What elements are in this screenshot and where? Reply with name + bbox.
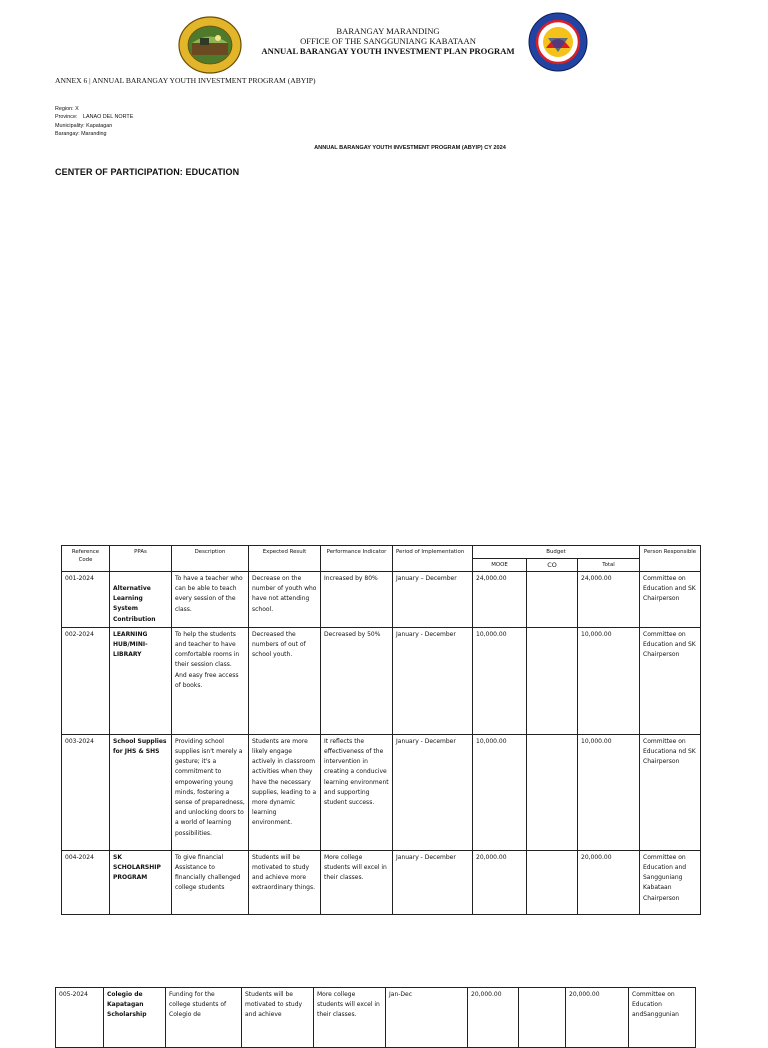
province-label: Province: — [55, 114, 78, 121]
header-program: ANNUAL BARANGAY YOUTH INVESTMENT PLAN PROGRAM — [261, 46, 515, 56]
header-ppas: PPAs — [110, 546, 172, 572]
row-person: Committee on Education andSanggunian — [629, 988, 696, 1048]
row-ppa: LEARNING HUB/MINI-LIBRARY — [110, 627, 172, 734]
header-performance-indicator: Performance Indicator — [321, 546, 393, 572]
table-row — [62, 850, 701, 914]
row-co — [527, 572, 578, 628]
header-person-responsible: Person Responsible — [640, 546, 701, 572]
table-row — [62, 627, 701, 734]
header-mooe: MOOE — [473, 559, 527, 572]
row-person: Committee on Education and SK Chairperson — [640, 627, 701, 734]
row-indicator: It reflects the effectiveness of the intervention in creating a conducive learning environment and supporting student success. — [321, 734, 393, 850]
row-person: Committee on Education and Sangguniang Kabataan Chairperson — [640, 850, 701, 914]
province-row — [55, 113, 133, 121]
row-indicator: Increased by 80% — [321, 572, 393, 628]
document-title: ANNUAL BARANGAY YOUTH INVESTMENT PROGRAM (ABYIP) CY 2024 — [314, 145, 506, 151]
row-mooe: 20,000.00 — [468, 988, 519, 1048]
row-total: 10,000.00 — [578, 627, 640, 734]
row-description: Funding for the college students of Colegio de — [166, 988, 242, 1048]
row-period: January - December — [393, 627, 473, 734]
header-budget: Budget — [473, 546, 640, 559]
table-row — [62, 734, 701, 850]
province-value: LANAO DEL NORTE — [82, 114, 134, 121]
section-title: CENTER OF PARTICIPATION: EDUCATION — [55, 167, 240, 177]
row-ref: 002-2024 — [62, 627, 110, 734]
row-ref: 003-2024 — [62, 734, 110, 850]
row-period: January - December — [393, 850, 473, 914]
table-header-row — [62, 546, 701, 559]
row-period: January – December — [393, 572, 473, 628]
municipality-text: Municipality: Kapatagan — [55, 122, 113, 129]
row-mooe: 10,000.00 — [473, 734, 527, 850]
sangguniang-kabataan-seal-logo — [528, 12, 588, 72]
barangay-seal-logo — [178, 16, 242, 74]
annex-title: ANNEX 6 | ANNUAL BARANGAY YOUTH INVESTMENT PROGRAM (ABYIP) — [55, 76, 316, 85]
row-period: January - December — [393, 734, 473, 850]
row-ref: 001-2024 — [62, 572, 110, 628]
row-ppa: SK SCHOLARSHIP PROGRAM — [110, 850, 172, 914]
row-co — [527, 734, 578, 850]
row-ref: 004-2024 — [62, 850, 110, 914]
row-description: To have a teacher who can be able to teach every session of the class. — [172, 572, 249, 628]
row-total: 10,000.00 — [578, 734, 640, 850]
location-details — [55, 105, 133, 139]
row-expected: Decrease on the number of youth who have not attending school. — [249, 572, 321, 628]
row-co — [519, 988, 566, 1048]
table-row — [56, 988, 696, 1048]
row-expected: Students will be motivated to study and achieve more extraordinary things. — [249, 850, 321, 914]
investment-plan-table-continued — [55, 987, 696, 1048]
row-total: 24,000.00 — [578, 572, 640, 628]
row-co — [527, 850, 578, 914]
row-ppa: School Supplies for JHS & SHS — [110, 734, 172, 850]
row-description: To help the students and teacher to have comfortable rooms in their session class. And easy free access of books. — [172, 627, 249, 734]
table-row — [62, 572, 701, 628]
row-mooe: 20,000.00 — [473, 850, 527, 914]
row-person: Committee on Education and SK Chairperson — [640, 572, 701, 628]
header-total: Total — [578, 559, 640, 572]
document-header — [240, 26, 536, 56]
row-indicator: More college students will excel in their classes. — [314, 988, 386, 1048]
row-indicator: Decreased by 50% — [321, 627, 393, 734]
row-expected: Decreased the numbers of out of school youth. — [249, 627, 321, 734]
row-mooe: 10,000.00 — [473, 627, 527, 734]
header-expected-result: Expected Result — [249, 546, 321, 572]
header-period: Period of Implementation — [393, 546, 473, 572]
row-total: 20,000.00 — [578, 850, 640, 914]
row-description: Providing school supplies isn't merely a gesture; it's a commitment to empowering young minds, fostering a sense of preparedness, and unlocking doors to a world of learning possibilities. — [172, 734, 249, 850]
header-ref-code: Reference Code — [62, 546, 110, 572]
region-text: Region: X — [55, 106, 79, 112]
row-total: 20,000.00 — [566, 988, 629, 1048]
barangay-text: Barangay: Maranding — [55, 131, 107, 138]
row-ref: 005-2024 — [56, 988, 104, 1048]
row-ppa: Alternative Learning System Contribution — [110, 572, 172, 628]
header-office: OFFICE OF THE SANGGUNIANG KABATAAN — [300, 36, 476, 46]
investment-plan-table — [61, 545, 701, 915]
row-expected: Students will be motivated to study and achieve — [242, 988, 314, 1048]
row-ppa: Colegio de Kapatagan Scholarship — [104, 988, 166, 1048]
row-person: Committee on Educationa nd SK Chairperson — [640, 734, 701, 850]
header-co: CO — [527, 559, 578, 572]
row-mooe: 24,000.00 — [473, 572, 527, 628]
header-barangay: BARANGAY MARANDING — [336, 26, 440, 36]
row-description: To give financial Assistance to financially challenged college students — [172, 850, 249, 914]
row-period: Jan-Dec — [386, 988, 468, 1048]
row-co — [527, 627, 578, 734]
header-description: Description — [172, 546, 249, 572]
row-indicator: More college students will excel in their classes. — [321, 850, 393, 914]
row-expected: Students are more likely engage actively in classroom activities when they have the necessary supplies, leading to a more dynamic learning environment. — [249, 734, 321, 850]
